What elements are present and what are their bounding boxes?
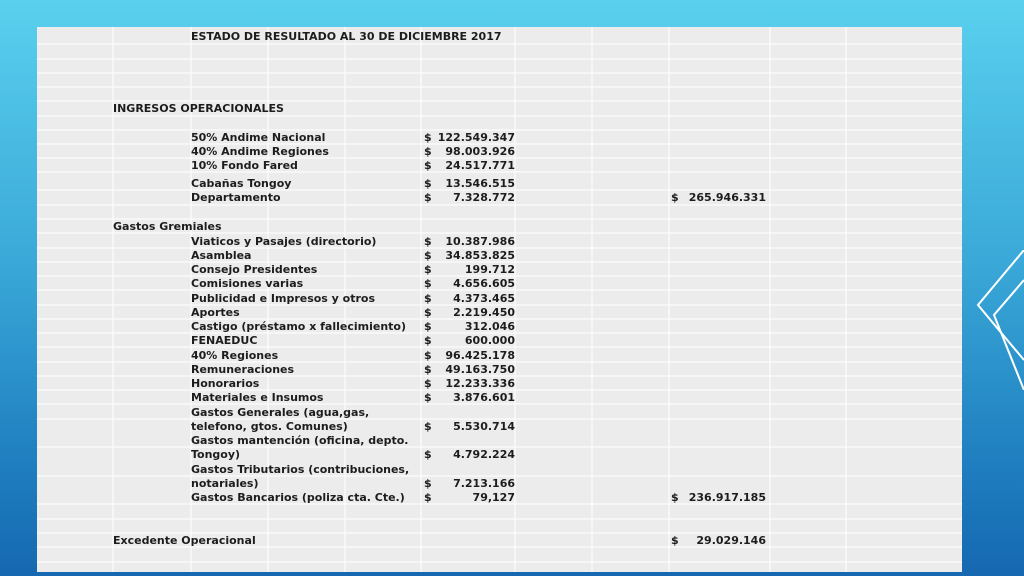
line-item-amount: 13.546.515	[445, 177, 515, 190]
currency-symbol: $	[424, 177, 432, 190]
currency-symbol: $	[424, 277, 432, 290]
line-item-amount: 199.712	[464, 263, 515, 276]
ingreso-row	[37, 177, 962, 191]
gasto-row	[37, 391, 962, 405]
line-item-amount: 79,127	[472, 491, 515, 504]
ingreso-row	[37, 191, 962, 205]
line-item-amount: 7.328.772	[453, 191, 515, 204]
line-item-label: Gastos Generales (agua,gas, telefono, gtos. Comunes)	[191, 406, 370, 433]
gasto-row	[37, 277, 962, 291]
line-item-label: Gastos Bancarios (poliza cta. Cte.)	[191, 491, 405, 504]
line-item-amount: 4.656.605	[453, 277, 515, 290]
title-row	[37, 30, 962, 44]
gasto-row	[37, 363, 962, 377]
line-item-label: 40% Andime Regiones	[191, 145, 329, 158]
line-item-amount: 7.213.166	[453, 477, 515, 490]
gasto-row	[37, 491, 962, 505]
line-item-amount: 4.792.224	[453, 448, 515, 461]
gasto-row	[37, 306, 962, 320]
line-item-label: Cabañas Tongoy	[191, 177, 292, 190]
line-item-amount: 24.517.771	[445, 159, 515, 172]
currency-symbol: $	[424, 292, 432, 305]
currency-symbol: $	[424, 420, 432, 433]
line-item-amount: 312.046	[464, 320, 515, 333]
gasto-row	[37, 463, 962, 491]
line-item-label: Viaticos y Pasajes (directorio)	[191, 235, 377, 248]
gasto-row	[37, 377, 962, 391]
line-item-amount: 96.425.178	[445, 349, 515, 362]
currency-symbol: $	[424, 377, 432, 390]
currency-symbol: $	[424, 306, 432, 319]
currency-symbol: $	[671, 191, 679, 204]
line-item-label: Publicidad e Impresos y otros	[191, 292, 376, 305]
gasto-row	[37, 235, 962, 249]
gasto-row	[37, 434, 962, 462]
gasto-row	[37, 320, 962, 334]
line-item-amount: 10.387.986	[445, 235, 515, 248]
line-item-label: Materiales e Insumos	[191, 391, 324, 404]
line-item-label: Gastos Tributarios (contribuciones, notariales)	[191, 463, 410, 490]
line-item-label: 40% Regiones	[191, 349, 279, 362]
gasto-row	[37, 263, 962, 277]
spreadsheet	[37, 27, 962, 572]
line-item-amount: 2.219.450	[453, 306, 515, 319]
line-item-label: FENAEDUC	[191, 334, 258, 347]
gastos-total-amount: 236.917.185	[688, 491, 766, 504]
currency-symbol: $	[424, 320, 432, 333]
gasto-row	[37, 349, 962, 363]
currency-symbol: $	[424, 159, 432, 172]
line-item-amount: 3.876.601	[453, 391, 515, 404]
line-item-label: Departamento	[191, 191, 281, 204]
currency-symbol: $	[424, 491, 432, 504]
currency-symbol: $	[424, 131, 432, 144]
currency-symbol: $	[424, 145, 432, 158]
gasto-row	[37, 292, 962, 306]
line-item-amount: 600.000	[464, 334, 515, 347]
line-item-label: Castigo (préstamo x fallecimiento)	[191, 320, 406, 333]
currency-symbol: $	[424, 391, 432, 404]
line-item-label: Asamblea	[191, 249, 252, 262]
line-item-amount: 4.373.465	[453, 292, 515, 305]
currency-symbol: $	[424, 249, 432, 262]
line-item-label: 10% Fondo Fared	[191, 159, 298, 172]
section-row	[37, 102, 962, 116]
currency-symbol: $	[424, 235, 432, 248]
section-row	[37, 220, 962, 234]
line-item-label: Comisiones varias	[191, 277, 304, 290]
line-item-label: Gastos mantención (oficina, depto. Tongoy)	[191, 434, 409, 461]
line-item-label: Remuneraciones	[191, 363, 295, 376]
report-title: ESTADO DE RESULTADO AL 30 DE DICIEMBRE 2017	[191, 30, 502, 43]
currency-symbol: $	[424, 477, 432, 490]
excedente-label: Excedente Operacional	[113, 534, 256, 547]
currency-symbol: $	[671, 534, 679, 547]
line-item-amount: 5.530.714	[453, 420, 515, 433]
line-item-label: Honorarios	[191, 377, 260, 390]
currency-symbol: $	[671, 491, 679, 504]
ingreso-row	[37, 131, 962, 145]
ingreso-row	[37, 145, 962, 159]
line-item-amount: 34.853.825	[445, 249, 515, 262]
decorative-chevron-lines	[964, 250, 1024, 390]
line-item-label: Aportes	[191, 306, 240, 319]
currency-symbol: $	[424, 448, 432, 461]
ingresos-total-amount: 265.946.331	[688, 191, 766, 204]
currency-symbol: $	[424, 263, 432, 276]
currency-symbol: $	[424, 349, 432, 362]
line-item-amount: 12.233.336	[445, 377, 515, 390]
line-item-amount: 122.549.347	[437, 131, 515, 144]
line-item-label: 50% Andime Nacional	[191, 131, 326, 144]
line-item-amount: 98.003.926	[445, 145, 515, 158]
section-ingresos: INGRESOS OPERACIONALES	[113, 102, 284, 115]
excedente-row	[37, 534, 962, 548]
line-item-amount: 49.163.750	[445, 363, 515, 376]
ingreso-row	[37, 159, 962, 173]
gasto-row	[37, 406, 962, 434]
currency-symbol: $	[424, 191, 432, 204]
gasto-row	[37, 334, 962, 348]
gasto-row	[37, 249, 962, 263]
currency-symbol: $	[424, 363, 432, 376]
section-gastos: Gastos Gremiales	[113, 220, 222, 233]
currency-symbol: $	[424, 334, 432, 347]
excedente-amount: 29.029.146	[696, 534, 766, 547]
line-item-label: Consejo Presidentes	[191, 263, 318, 276]
